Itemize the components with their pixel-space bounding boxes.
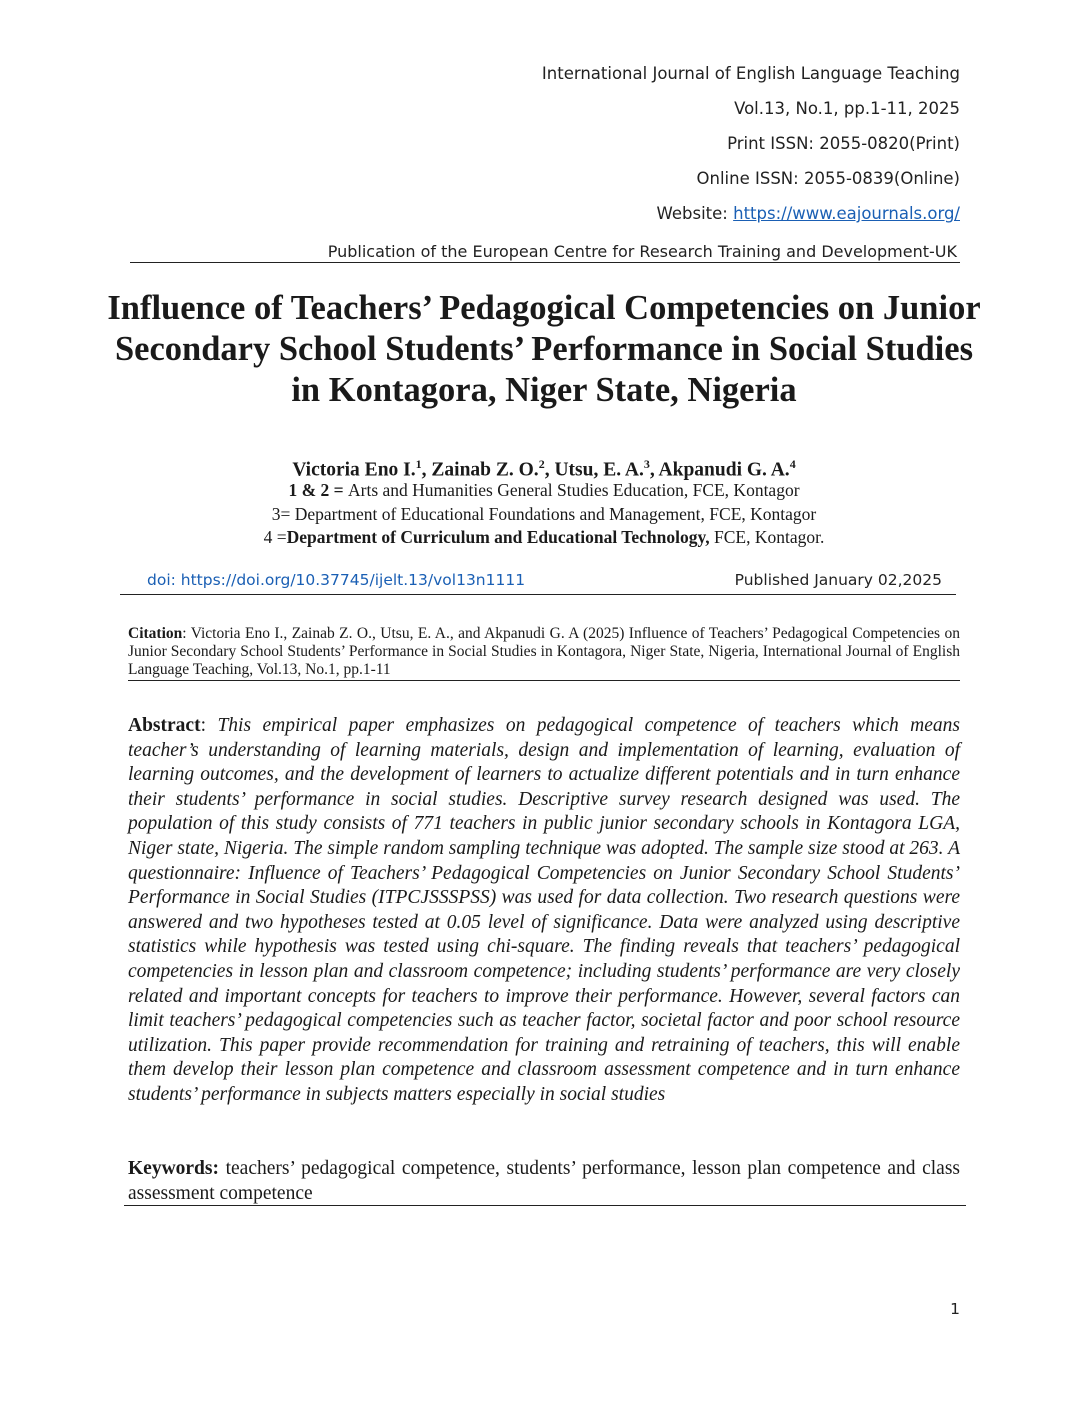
author-mark: 4 — [789, 457, 796, 471]
affiliation-bold: Department of Curriculum and Educational Technology, — [286, 527, 710, 547]
website-line — [657, 204, 960, 223]
affiliation-prefix: 4 = — [263, 527, 287, 547]
keywords — [128, 1157, 960, 1206]
page-number: 1 — [950, 1300, 960, 1318]
author-name: Akpanudi G. A. — [658, 459, 790, 481]
keywords-text: teachers’ pedagogical competence, students’ performance, lesson plan competence and class assessment competence — [128, 1158, 960, 1204]
affiliation-text: Department of Educational Foundations and Management, FCE, Kontagor — [294, 504, 817, 524]
author-name: Victoria Eno I. — [292, 459, 416, 481]
website-label: Website: — [656, 204, 734, 223]
print-issn: Print ISSN: 2055-0820(Print) — [727, 134, 960, 153]
affiliation-2 — [0, 503, 1088, 525]
volume-info: Vol.13, No.1, pp.1-11, 2025 — [734, 99, 960, 118]
paper-title: Influence of Teachers’ Pedagogical Competencies on Junior Secondary School Students’ Performance in Social Studies in Kontagora, Niger State, Nigeria — [107, 289, 981, 409]
online-issn: Online ISSN: 2055-0839(Online) — [696, 169, 960, 188]
citation-label: Citation — [128, 625, 183, 642]
affiliation-1 — [0, 479, 1088, 501]
author-name: Zainab Z. O. — [431, 459, 539, 481]
abstract-label: Abstract — [128, 715, 201, 736]
abstract-text: This empirical paper emphasizes on pedagogical competence of teachers which means teacher’s understanding of learning materials, design and implementation of learning, evaluation of learning outcomes, and the development of learners to actualize different potentials and in turn enhance their students’ performance in social studies. Descriptive survey research designed was used. The population of this study consists of 771 teachers in public junior secondary schools in Kontagora LGA, Niger state, Nigeria. The simple random sampling technique was adopted. The sample size stood at 263. A questionnaire: Influence of Teachers’ Pedagogical Competencies on Junior Secondary School Students’ Performance in Social Studies (ITPCJSSSPSS) was used for data collection. Two research questions were answered and two hypotheses tested at 0.05 level of significance. Data were analyzed using descriptive statistics while hypothesis was tested using chi-square. The finding reveals that teachers’ pedagogical competencies in lesson plan and classroom competence; including students’ performance are very closely related and important concepts for teachers to improve their performance. However, several factors can limit teachers’ pedagogical competencies such as teacher factor, societal factor and poor school resource utilization. This paper provide recommendation for training and retraining of teachers, this will enable them develop their lesson plan competence and classroom assessment competence and in turn enhance students’ performance in subjects matters especially in social studies — [128, 715, 960, 1105]
doi-line — [120, 570, 956, 595]
journal-name: International Journal of English Language Teaching — [541, 64, 960, 83]
keywords-divider — [124, 1205, 966, 1206]
citation-text: : Victoria Eno I., Zainab Z. O., Utsu, E. A., and Akpanudi G. A (2025) Influence of Teachers’ Pedagogical Competencies on Junior Secondary School Students’ Performance in Social Studies in Kontagora, Niger State, Nigeria, International Journal of English Language Teaching, Vol.13, No.1, pp.1-11 — [128, 625, 960, 678]
affiliation-prefix: 3= — [271, 504, 295, 524]
abstract-colon: : — [200, 715, 218, 736]
author-mark: 2 — [538, 457, 545, 471]
affiliation-text: Arts and Humanities General Studies Education, FCE, Kontagor — [348, 480, 800, 500]
affiliation-prefix: 1 & 2 = — [288, 480, 349, 500]
affiliation-3 — [0, 526, 1088, 548]
publication-line — [130, 242, 960, 263]
affiliation-text: FCE, Kontagor. — [709, 527, 825, 547]
published-date: Published January 02,2025 — [734, 571, 942, 589]
keywords-label: Keywords: — [128, 1158, 219, 1179]
author-mark: 1 — [415, 457, 422, 471]
author-mark: 3 — [643, 457, 650, 471]
website-link[interactable]: https://www.eajournals.org/ — [733, 204, 960, 223]
abstract — [128, 714, 960, 1108]
author-name: Utsu, E. A. — [554, 459, 644, 481]
doi-link[interactable]: doi: https://doi.org/10.37745/ijelt.13/vol13n1111 — [147, 571, 526, 589]
publication-text: Publication of the European Centre for Research Training and Development-UK — [327, 242, 957, 261]
citation — [128, 625, 960, 681]
author-list: Victoria Eno I.$^1$, Zainab Z. O.$^2$, Utsu, E. A.$^3$, Akpanudi G. A.$^4$ — [292, 457, 796, 481]
